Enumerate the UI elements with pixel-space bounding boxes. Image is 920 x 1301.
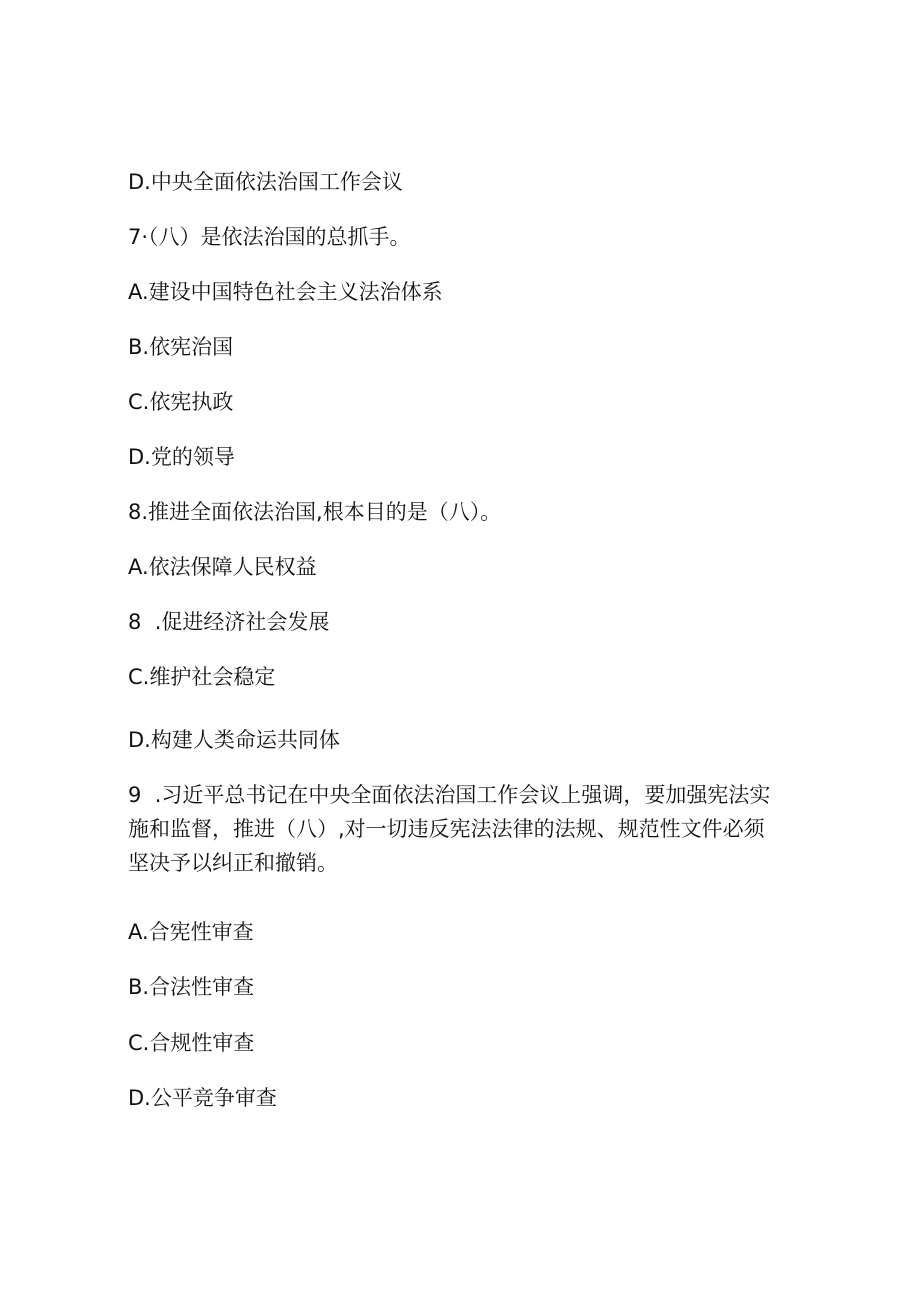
option-line: D.中央全面依法治国工作会议 bbox=[128, 170, 403, 194]
question-line: 7·（八）是依法治国的总抓手。 bbox=[128, 225, 411, 249]
option-line: A.建设中国特色社会主义法治体系 bbox=[128, 280, 443, 304]
option-line: B.依宪治国 bbox=[128, 335, 234, 359]
question-paragraph bbox=[128, 778, 808, 880]
option-line: D.构建人类命运共同体 bbox=[128, 728, 340, 752]
option-line: C.依宪执政 bbox=[128, 390, 234, 414]
question-text-line: 坚决予以纠正和撤销。 bbox=[128, 851, 338, 875]
option-line: D.公平竞争审查 bbox=[128, 1086, 277, 1110]
option-line: A.合宪性审查 bbox=[128, 920, 254, 944]
option-line: A.依法保障人民权益 bbox=[128, 555, 317, 579]
option-line: C.合规性审查 bbox=[128, 1031, 255, 1055]
option-line: B.合法性审查 bbox=[128, 975, 255, 999]
option-line: 8 .促进经济社会发展 bbox=[128, 610, 330, 634]
question-text-line: 施和监督，推进（八）,对一切违反宪法法律的法规、规范性文件必须 bbox=[128, 817, 765, 841]
option-line: D.党的领导 bbox=[128, 445, 235, 469]
question-text-line: 9 .习近平总书记在中央全面依法治国工作会议上强调，要加强宪法实 bbox=[128, 783, 771, 807]
question-line: 8.推进全面依法治国,根本目的是（八）。 bbox=[128, 500, 502, 524]
option-line: C.维护社会稳定 bbox=[128, 665, 276, 689]
